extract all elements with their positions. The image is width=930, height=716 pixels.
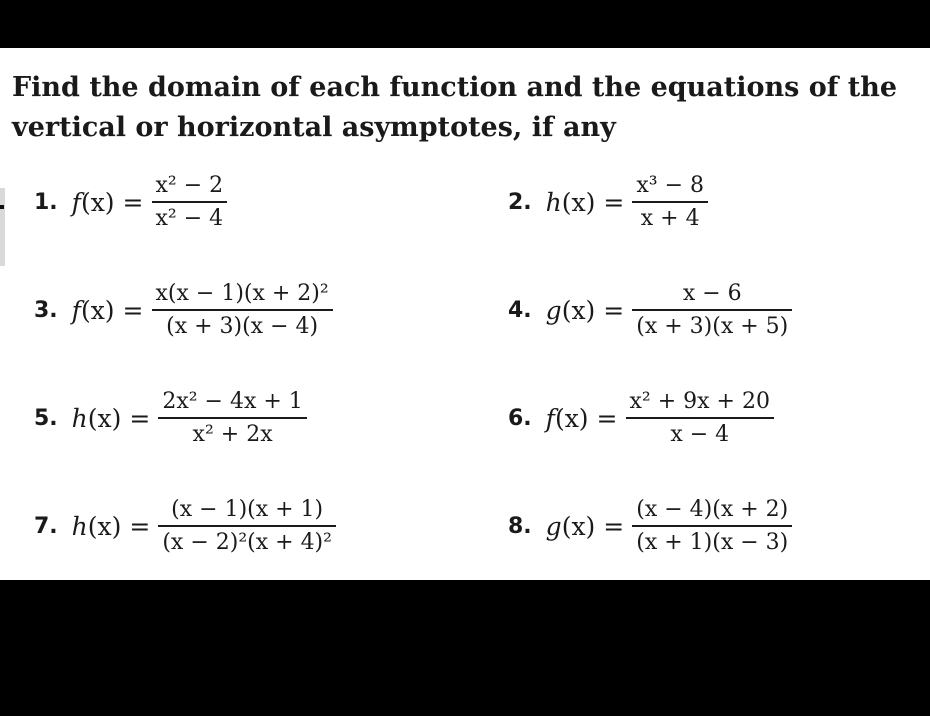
equals-sign: =	[603, 295, 625, 325]
problem-number: 4.	[508, 297, 532, 323]
denominator: (x + 1)(x − 3)	[636, 529, 789, 555]
equals-sign: =	[122, 295, 144, 325]
function-argument: (x)	[80, 295, 115, 325]
numerator: x² − 2	[155, 173, 224, 199]
problem-5	[34, 376, 307, 460]
function-name: g	[545, 295, 562, 325]
denominator: x + 4	[640, 205, 700, 231]
numerator: (x − 1)(x + 1)	[171, 497, 324, 523]
problem-number: 8.	[508, 513, 532, 539]
problem-3	[34, 268, 333, 352]
problem-1	[34, 160, 227, 244]
function-label	[72, 296, 115, 325]
fraction	[152, 281, 333, 339]
function-name: h	[71, 511, 88, 541]
function-argument: (x)	[561, 511, 596, 541]
margin-mark	[0, 188, 5, 266]
numerator: x² + 9x + 20	[629, 389, 770, 415]
function-label	[546, 296, 596, 325]
fraction	[626, 389, 774, 447]
denominator: (x + 3)(x + 5)	[636, 313, 789, 339]
problem-number: 5.	[34, 405, 58, 431]
equals-sign: =	[596, 403, 618, 433]
function-name: g	[545, 511, 562, 541]
fraction	[632, 173, 708, 231]
equals-sign: =	[603, 511, 625, 541]
problem-number: 1.	[34, 189, 58, 215]
problem-number: 6.	[508, 405, 532, 431]
problem-6	[508, 376, 774, 460]
denominator: (x − 2)²(x + 4)²	[162, 529, 332, 555]
numerator: x(x − 1)(x + 2)²	[155, 281, 329, 307]
equals-sign: =	[122, 187, 144, 217]
fraction	[158, 497, 336, 555]
denominator: x − 4	[670, 421, 730, 447]
problem-7	[34, 484, 336, 568]
problem-4	[508, 268, 792, 352]
function-argument: (x)	[87, 511, 122, 541]
function-name: h	[71, 403, 88, 433]
fraction	[158, 389, 306, 447]
function-name: f	[71, 295, 81, 325]
denominator: (x + 3)(x − 4)	[166, 313, 319, 339]
margin-dot	[0, 205, 4, 209]
instructions-text: Find the domain of each function and the equations of the vertical or horizontal asymptotes, if any	[12, 72, 898, 143]
denominator: x² + 2x	[192, 421, 273, 447]
function-argument: (x)	[87, 403, 122, 433]
function-argument: (x)	[561, 295, 596, 325]
numerator: x³ − 8	[636, 173, 704, 199]
worksheet-page	[0, 48, 930, 580]
problem-2	[508, 160, 708, 244]
function-label	[72, 188, 115, 217]
function-name: f	[71, 187, 81, 217]
fraction	[152, 173, 228, 231]
equals-sign: =	[129, 511, 151, 541]
function-name: f	[545, 403, 555, 433]
fraction	[632, 497, 792, 555]
function-label	[546, 188, 596, 217]
function-label	[546, 512, 596, 541]
problem-number: 3.	[34, 297, 58, 323]
function-label	[72, 512, 122, 541]
problem-number: 7.	[34, 513, 58, 539]
function-name: h	[545, 187, 562, 217]
function-argument: (x)	[554, 403, 589, 433]
problem-8	[508, 484, 792, 568]
numerator: x − 6	[682, 281, 742, 307]
equals-sign: =	[129, 403, 151, 433]
problem-number: 2.	[508, 189, 532, 215]
function-label	[546, 404, 589, 433]
function-argument: (x)	[561, 187, 596, 217]
function-label	[72, 404, 122, 433]
fraction	[632, 281, 792, 339]
equals-sign: =	[603, 187, 625, 217]
denominator: x² − 4	[155, 205, 224, 231]
numerator: 2x² − 4x + 1	[162, 389, 303, 415]
function-argument: (x)	[80, 187, 115, 217]
numerator: (x − 4)(x + 2)	[636, 497, 789, 523]
